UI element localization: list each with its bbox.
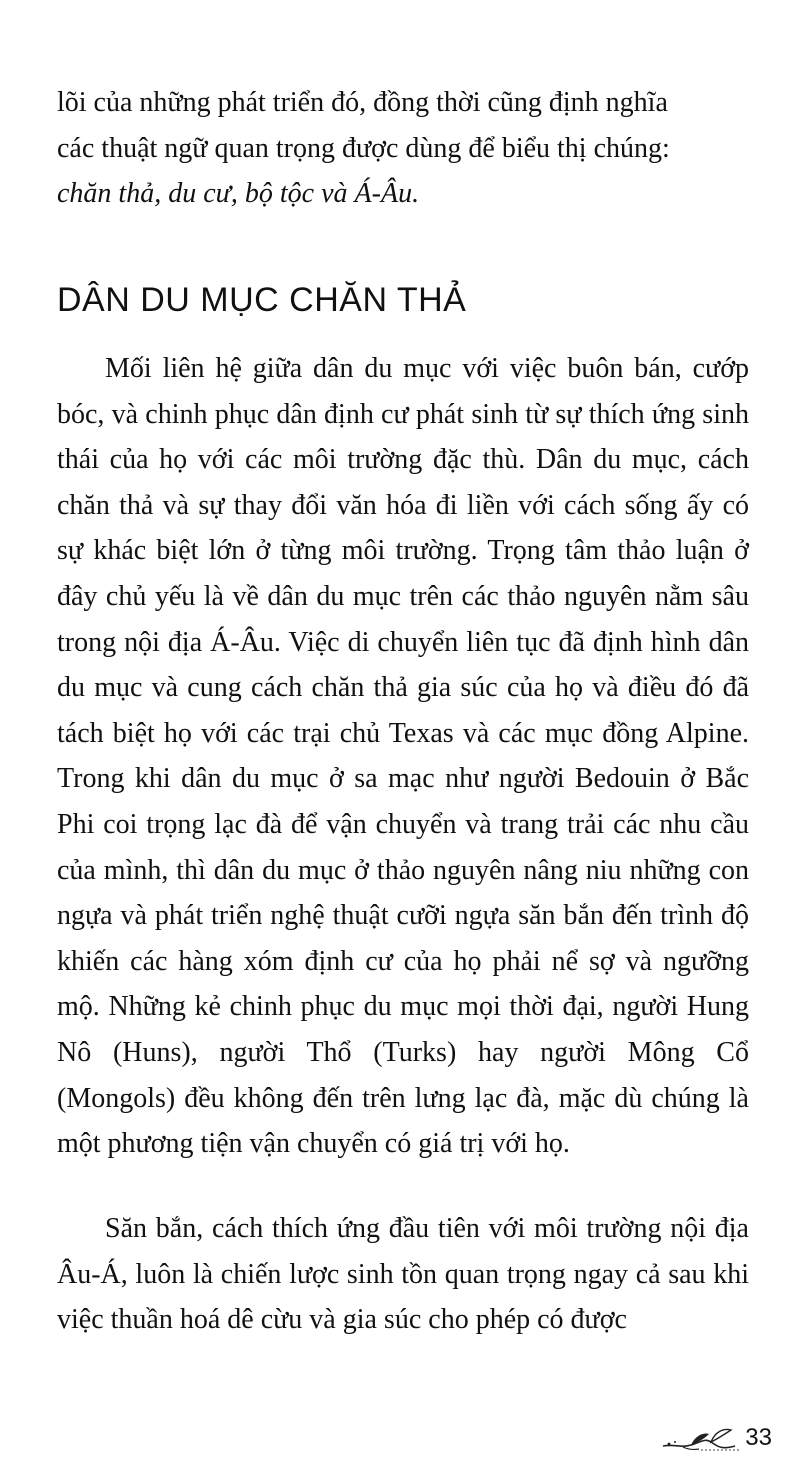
intro-line-1: lõi của những phát triển đó, đồng thời cũng định nghĩa — [57, 87, 668, 118]
paragraph-2: Săn bắn, cách thích ứng đầu tiên với môi trường nội địa Âu-Á, luôn là chiến lược sinh tồn quan trọng ngay cả sau khi việc thuần hoá dê cừu và gia súc cho phép có được — [57, 1213, 749, 1336]
decorative-swash-icon — [661, 1424, 741, 1452]
intro-line-2: các thuật ngữ quan trọng được dùng để biểu thị chúng: — [57, 132, 670, 164]
intro-text — [57, 80, 749, 217]
section-heading: DÂN DU MỤC CHĂN THẢ — [57, 281, 467, 319]
intro-italic-terms: chăn thả, du cư, bộ tộc và Á-Âu. — [57, 178, 420, 209]
page-number: 33 — [745, 1424, 772, 1451]
page-footer — [661, 1424, 772, 1452]
paragraph-1: Mối liên hệ giữa dân du mục với việc buôn bán, cướp bóc, và chinh phục dân định cư phát sinh từ sự thích ứng sinh thái của họ với các môi trường đặc thù. Dân du mục, cách chăn thả và sự thay đổi văn hóa đi liền với cách sống ấy có sự khác biệt lớn ở từng môi trường. Trọng tâm thảo luận ở đây chủ yếu là về dân du mục trên các thảo nguyên nằm sâu trong nội địa Á-Âu. Việc di chuyển liên tục đã định hình dân du mục và cung cách chăn thả gia súc của họ và điều đó đã tách biệt họ với các trại chủ Texas và các mục đồng Alpine. Trong khi dân du mục ở sa mạc như người Bedouin ở Bắc Phi coi trọng lạc đà để vận chuyển và trang trải các nhu cầu của mình, thì dân du mục ở thảo nguyên nâng niu những con ngựa và phát triển nghệ thuật cưỡi ngựa săn bắn đến trình độ khiến các hàng xóm định cư của họ phải nể sợ và ngưỡng mộ. Những kẻ chinh phục du mục mọi thời đại, người Hung Nô (Huns), người Thổ (Turks) hay người Mông Cổ (Mongols) đều không đến trên lưng lạc đà, mặc dù chúng là một phương tiện vận chuyển có giá trị với họ. — [57, 353, 749, 1160]
